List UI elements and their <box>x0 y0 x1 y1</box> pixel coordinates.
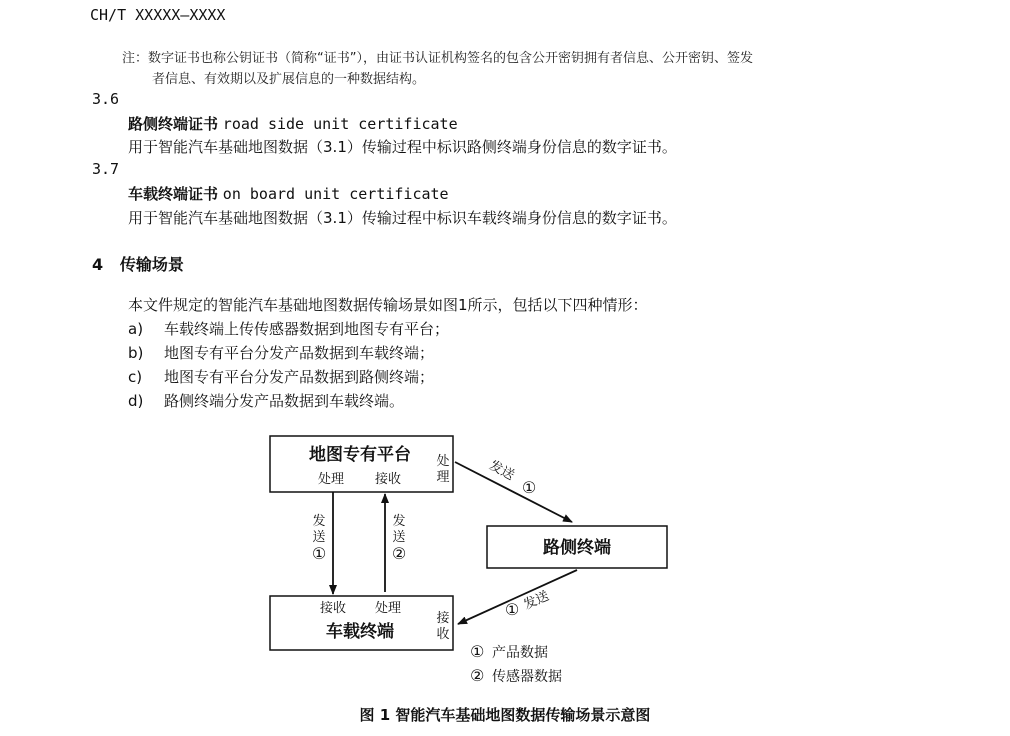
note-line-1: 注：数字证书也称公钥证书（简称“证书”），由证书认证机构签名的包含公开密钥拥有者信息、公开密钥、签发 <box>122 51 753 66</box>
legend-number: ① <box>470 642 485 661</box>
circled-number: ① <box>504 600 520 619</box>
section-title: 传输场景 <box>119 255 184 274</box>
list-item-label: b) <box>128 344 144 362</box>
rsu-title: 路侧终端 <box>543 538 611 558</box>
term-english: road side unit certificate <box>222 115 458 133</box>
term-number: 3.6 <box>92 90 120 108</box>
diagonal-send-label: 发送 <box>486 458 517 484</box>
legend-text: 产品数据 <box>492 645 548 661</box>
term-definition: 用于智能汽车基础地图数据（3.1）传输过程中标识路侧终端身份信息的数字证书。 <box>128 138 677 156</box>
send-label: 送 <box>392 530 406 545</box>
platform-side-label: 理 <box>436 470 450 485</box>
circled-number: ① <box>311 544 327 563</box>
platform-process-label: 处理 <box>317 472 345 487</box>
obu-side-label: 接 <box>436 611 450 626</box>
list-item-text: 车载终端上传传感器数据到地图专有平台； <box>164 320 450 338</box>
obu-process-label: 处理 <box>374 601 402 616</box>
list-item-label: c) <box>128 368 143 386</box>
term-english: on board unit certificate <box>222 185 449 203</box>
platform-side-label: 处 <box>436 454 450 469</box>
platform-receive-label: 接收 <box>374 472 402 487</box>
note-line-2: 者信息、有效期以及扩展信息的一种数据结构。 <box>152 72 426 87</box>
intro-paragraph: 本文件规定的智能汽车基础地图数据传输场景如图1所示，包括以下四种情形： <box>128 296 648 314</box>
legend-number: ② <box>470 666 485 685</box>
list-item-text: 路侧终端分发产品数据到车载终端。 <box>164 392 405 410</box>
obu-title: 车载终端 <box>326 622 394 642</box>
figure-caption: 图 1 智能汽车基础地图数据传输场景示意图 <box>359 706 651 724</box>
send-label: 发 <box>312 514 326 529</box>
obu-receive-label: 接收 <box>319 601 347 616</box>
legend-text: 传感器数据 <box>492 669 562 685</box>
diagonal-send-label: 发送 <box>521 588 552 613</box>
term-chinese: 车载终端证书 <box>128 185 219 203</box>
section-number: 4 <box>92 255 104 274</box>
circled-number: ① <box>521 478 537 497</box>
term-definition: 用于智能汽车基础地图数据（3.1）传输过程中标识车载终端身份信息的数字证书。 <box>128 209 677 227</box>
term-number: 3.7 <box>92 160 120 178</box>
term-chinese: 路侧终端证书 <box>128 115 219 133</box>
circled-number: ② <box>391 544 407 563</box>
send-label: 送 <box>312 530 326 545</box>
obu-side-label: 收 <box>436 627 450 642</box>
platform-title: 地图专有平台 <box>309 445 411 465</box>
send-label: 发 <box>392 514 406 529</box>
list-item-text: 地图专有平台分发产品数据到车载终端； <box>164 344 435 362</box>
list-item-label: d) <box>128 392 144 410</box>
list-item-text: 地图专有平台分发产品数据到路侧终端； <box>164 368 435 386</box>
page-header: CH/T XXXXX—XXXX <box>90 6 226 24</box>
list-item-label: a) <box>128 320 144 338</box>
